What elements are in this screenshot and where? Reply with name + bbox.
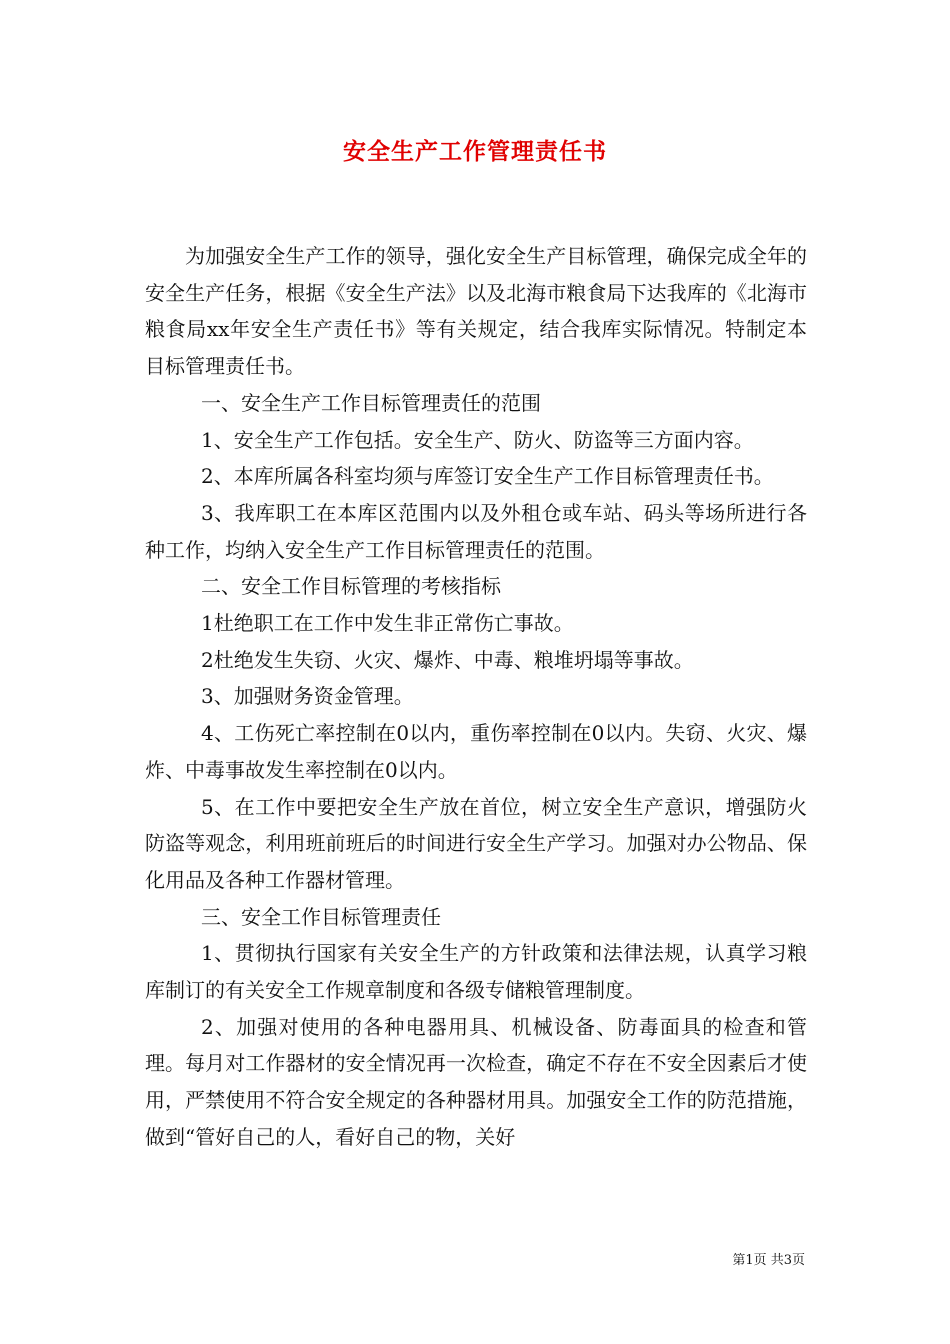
paragraph-scope-2: 2、本库所属各科室均须与库签订安全生产工作目标管理责任书。 — [201, 464, 774, 489]
paragraph-intro: 为加强安全生产工作的领导，强化安全生产目标管理，确保完成全年的安全生产任务，根据《安全生产法》以及北海市粮食局下达我库的《北海市粮食局xx年安全生产责任书》等有关规定，结合我库实际情况。特制定本目标管理责任书。 — [145, 244, 807, 379]
paragraph-indicator-4: 4、工伤死亡率控制在0以内，重伤率控制在0以内。失窃、火灾、爆炸、中毒事故发生率控制在0以内。 — [145, 721, 807, 782]
paragraph-scope-1: 1、安全生产工作包括。安全生产、防火、防盗等三方面内容。 — [201, 427, 754, 452]
paragraph-scope-3: 3、我库职工在本库区范围内以及外租仓或车站、码头等场所进行各种工作，均纳入安全生产工作目标管理责任的范围。 — [145, 500, 807, 562]
section-heading-responsibility: 三、安全工作目标管理责任 — [201, 904, 441, 929]
paragraph-responsibility-1: 1、贯彻执行国家有关安全生产的方针政策和法律法规，认真学习粮库制订的有关安全工作规章制度和各级专储粮管理制度。 — [145, 941, 807, 1003]
paragraph-indicator-1: 1杜绝职工在工作中发生非正常伤亡事故。 — [201, 611, 574, 636]
document-body — [145, 238, 807, 1156]
paragraph-indicator-2: 2杜绝发生失窃、火灾、爆炸、中毒、粮堆坍塌等事故。 — [201, 647, 694, 672]
paragraph-indicator-3: 3、加强财务资金管理。 — [201, 684, 414, 709]
section-heading-scope: 一、安全生产工作目标管理责任的范围 — [201, 390, 541, 415]
paragraph-indicator-5: 5、在工作中要把安全生产放在首位，树立安全生产意识，增强防火防盗等观念，利用班前班后的时间进行安全生产学习。加强对办公物品、保化用品及各种工作器材管理。 — [145, 794, 807, 892]
paragraph-responsibility-2: 2、加强对使用的各种电器用具、机械设备、防毒面具的检查和管理。每月对工作器材的安全情况再一次检查，确定不存在不安全因素后才使用，严禁使用不符合安全规定的各种器材用具。加强安全工作的防范措施，做到“管好自己的人，看好自己的物，关好 — [145, 1014, 807, 1149]
document-title: 安全生产工作管理责任书 — [343, 138, 607, 165]
section-heading-indicators: 二、安全工作目标管理的考核指标 — [201, 574, 501, 599]
page-number-footer: 第1页 共3页 — [732, 1253, 805, 1268]
